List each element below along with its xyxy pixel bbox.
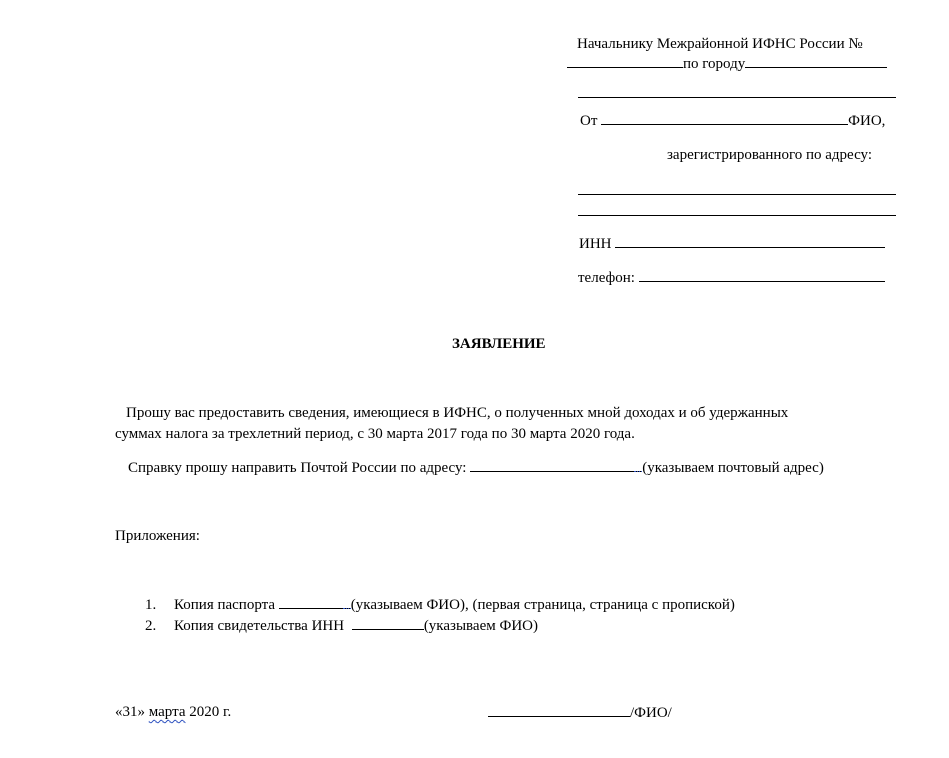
address-line-2[interactable] [578,215,896,216]
attachment-label: Копия паспорта [174,597,276,613]
attachment-hint: (указываем ФИО) [423,618,538,634]
postal-address-hint: (указываем почтовый адрес) [642,460,824,476]
attachment-1-fio-field[interactable] [279,595,351,609]
signature-line [488,703,672,722]
inn-line [579,234,885,253]
from-line [580,111,885,130]
attachment-number: 1. [145,597,157,613]
from-fio-field[interactable] [601,111,848,125]
attachment-item-2 [145,616,538,635]
attachment-label: Копия свидетельства ИНН [174,618,345,634]
date-line [115,703,231,721]
body-paragraph-1-line-1: Прошу вас предоставить сведения, имеющиеся в ИФНС, о полученных мной доходах и об удержанных [126,405,789,421]
attachment-2-fio-field[interactable] [352,616,424,630]
body-paragraph-2 [128,458,824,477]
document-title: ЗАЯВЛЕНИЕ [452,336,546,352]
phone-label: телефон: [578,270,635,286]
body-paragraph-1-line-2: суммах налога за трехлетний период, с 30 марта 2017 года по 30 марта 2020 года. [115,426,635,442]
phone-field[interactable] [639,268,885,282]
date-day: «31» [115,704,145,720]
recipient-line-2 [567,54,887,73]
mail-request-text: Справку прошу направить Почтой России по адресу: [128,460,467,476]
ifns-number-field[interactable] [567,54,683,68]
signature-field[interactable] [488,703,630,717]
inn-label: ИНН [579,236,612,252]
city-field[interactable] [745,54,887,68]
inn-field[interactable] [615,234,885,248]
postal-address-field[interactable] [470,458,642,472]
spellcheck-mark [343,604,351,609]
date-year: 2020 г. [189,704,232,720]
attachment-item-1 [145,595,735,614]
fio-label: ФИО, [848,113,886,129]
address-line-1[interactable] [578,194,896,195]
signature-fio-label: /ФИО/ [630,705,672,721]
attachment-hint: (указываем ФИО), (первая страница, страница с пропиской) [350,597,735,613]
date-month: марта [148,704,186,720]
attachment-number: 2. [145,618,157,634]
attachments-heading: Приложения: [115,528,200,544]
recipient-line-1: Начальнику Межрайонной ИФНС России № [577,36,863,52]
city-label: по городу [683,56,746,72]
from-label: От [580,113,598,129]
registered-label: зарегистрированного по адресу: [667,147,872,163]
phone-line [578,268,885,287]
recipient-extra-line[interactable] [578,97,896,98]
